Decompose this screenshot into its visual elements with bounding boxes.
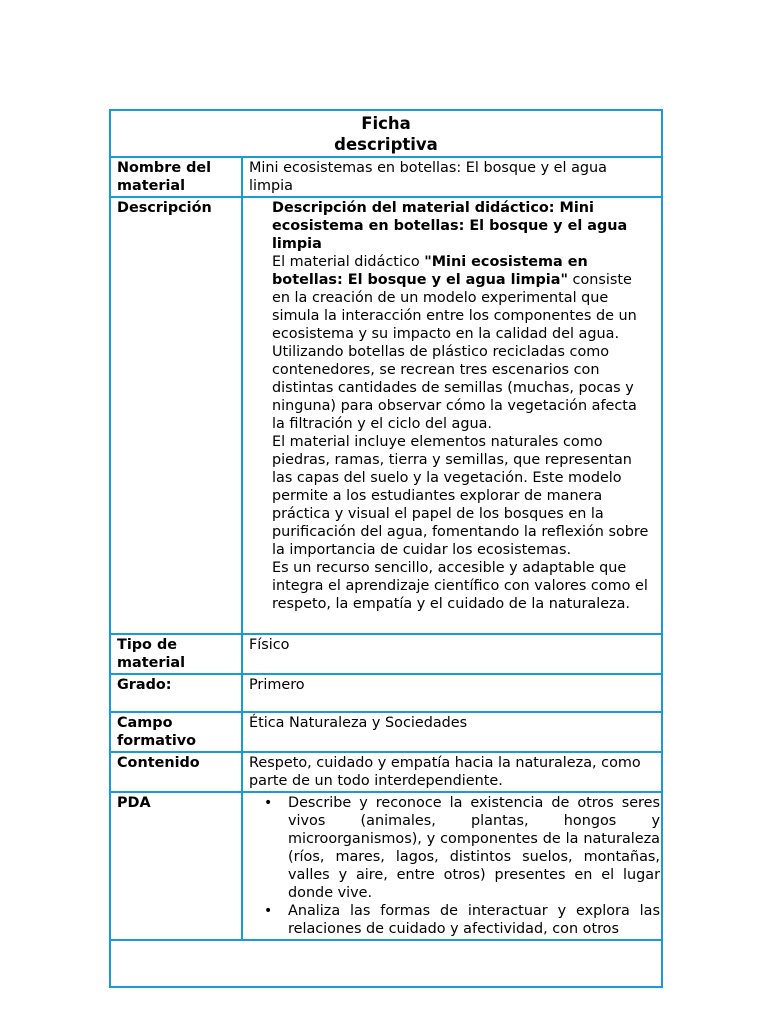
value-contenido: Respeto, cuidado y empatía hacia la naturaleza, como parte de un todo interdependiente. [242,752,661,792]
pda-item-2: Analiza las formas de interactuar y explora las relaciones de cuidado y afectividad, con otros [288,903,660,937]
pda-item-1: Describe y reconoce la existencia de otros seres vivos (animales, plantas, hongos y microorganismos), y componentes de la naturaleza (ríos, mares, lagos, distintos suelos, montañas, valles y aire, entre otros) presentes en el lugar donde vive. [288,795,660,901]
list-item [264,794,660,902]
label-pda: PDA [111,792,242,940]
title-line-1: Ficha [361,114,411,133]
description-p1-rest: consiste en la creación de un modelo experimental que simula la interacción entre los componentes de un ecosistema y su impacto en la calidad del agua. Utilizando botellas de plástico recicladas como contenedores, se recrean tres escenarios con distintas cantidades de semillas (muchas, pocas y ninguna) para observar cómo la vegetación afecta la filtración y el ciclo del agua. [272,272,637,432]
value-pda [242,792,661,940]
value-grado: Primero [242,674,661,712]
row-pda [111,792,661,940]
value-descripcion [242,197,661,634]
description-paragraph-1 [272,253,649,433]
bullet-icon: • [264,795,273,811]
description-paragraph-2: El material incluye elementos naturales como piedras, ramas, tierra y semillas, que representan las capas del suelo y la vegetación. Este modelo permite a los estudiantes explorar de manera práctica y visual el papel de los bosques en la purificación del agua, fomentando la reflexión sobre la importancia de cuidar los ecosistemas. [272,434,649,558]
descriptive-sheet [109,109,663,988]
description-paragraph-3: Es un recurso sencillo, accesible y adaptable que integra el aprendizaje científico con valores como el respeto, la empatía y el cuidado de la naturaleza. [272,560,648,612]
descriptive-table [111,111,661,941]
description-p1-prefix: El material didáctico [272,254,425,270]
title-line-2: descriptiva [334,135,438,154]
label-grado: Grado: [111,674,242,712]
row-tipo [111,634,661,674]
label-descripcion: Descripción [111,197,242,634]
row-nombre [111,157,661,197]
value-tipo: Físico [242,634,661,674]
description-heading: Descripción del material didáctico: Mini ecosistema en botellas: El bosque y el agua limpia [272,200,628,252]
list-item [264,902,660,938]
label-contenido: Contenido [111,752,242,792]
description-p1-bold: "Mini ecosistema en botellas: El bosque y el agua limpia" [272,254,588,288]
description-block [249,199,655,632]
value-nombre: Mini ecosistemas en botellas: El bosque y el agua limpia [242,157,661,197]
row-grado [111,674,661,712]
row-descripcion [111,197,661,634]
label-nombre: Nombre del material [111,157,242,197]
row-contenido [111,752,661,792]
pda-list [249,794,660,938]
bullet-icon: • [264,903,273,919]
label-campo: Campo formativo [111,712,242,752]
label-tipo: Tipo de material [111,634,242,674]
title-row [111,111,661,157]
table-title [111,111,661,157]
row-campo [111,712,661,752]
value-campo: Ética Naturaleza y Sociedades [242,712,661,752]
